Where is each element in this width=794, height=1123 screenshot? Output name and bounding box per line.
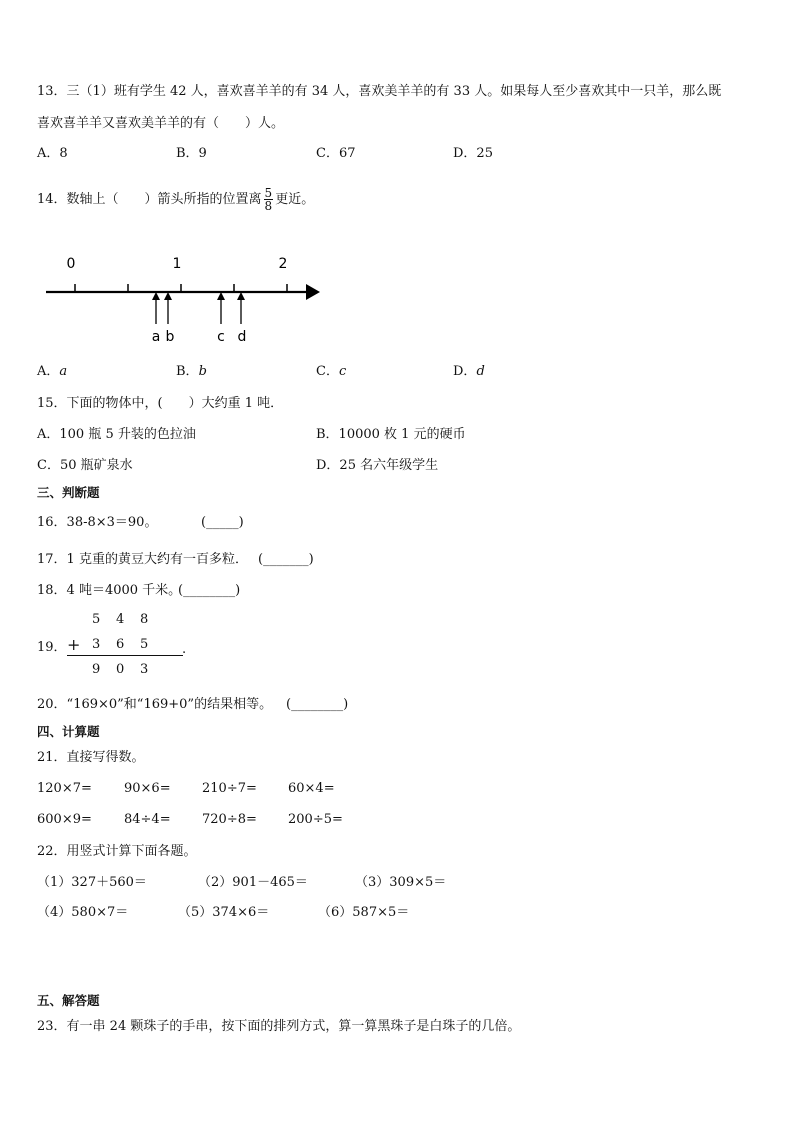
- q21-item-8: 200÷5=: [288, 812, 343, 827]
- q14-text-before: 14．数轴上（ ）箭头所指的位置离: [37, 192, 262, 207]
- mid-digit-ones: 5: [140, 637, 149, 652]
- q13-line1: 13．三（1）班有学生 42 人，喜欢喜羊羊的有 34 人，喜欢美羊羊的有 33 人。如果每人至少喜欢其中一只羊，那么既: [37, 84, 722, 99]
- q15-option-d: D．25 名六年级学生: [316, 458, 439, 473]
- result-digit-tens: 0: [116, 662, 125, 677]
- fraction-five-eighths: [264, 187, 274, 212]
- q18-text: 18．4 吨＝4000 千米。: [37, 583, 182, 598]
- mid-digit-hundreds: 3: [92, 637, 101, 652]
- q13-option-a: A．8: [37, 146, 68, 161]
- q22-item-5: （5）374×6＝: [178, 905, 270, 920]
- q19-number: 19．: [37, 640, 67, 655]
- q22-item-4: （4）580×7＝: [37, 905, 129, 920]
- q21-item-7: 720÷8=: [202, 812, 257, 827]
- q13-line2: 喜欢喜羊羊又喜欢美羊羊的有（ ）人。: [37, 116, 285, 131]
- axis-label-0: 0: [66, 256, 76, 272]
- q15-option-c: C．50 瓶矿泉水: [37, 458, 133, 473]
- fraction-denominator: 8: [264, 199, 273, 213]
- top-digit-ones: 8: [140, 612, 149, 627]
- q18-blank: (________): [178, 583, 241, 598]
- q22-text: 22．用竖式计算下面各题。: [37, 844, 197, 859]
- q23-text: 23．有一串 24 颗珠子的手串，按下面的排列方式，算一算黑珠子是白珠子的几倍。: [37, 1019, 521, 1034]
- q14-option-d: D．d: [453, 364, 485, 379]
- q21-item-4: 60×4=: [288, 781, 335, 796]
- q16-text: 16．38-8×3＝90。: [37, 515, 158, 530]
- result-digit-hundreds: 9: [92, 662, 101, 677]
- q15-option-a: A．100 瓶 5 升装的色拉油: [37, 427, 196, 442]
- q22-item-3: （3）309×5＝: [355, 875, 447, 890]
- section-title-problems: 五、解答题: [37, 993, 100, 1008]
- section-title-judgement: 三、判断题: [37, 485, 100, 500]
- q14-stem: [37, 184, 314, 216]
- q21-item-1: 120×7=: [37, 781, 92, 796]
- sum-line: [67, 655, 183, 656]
- top-digit-hundreds: 5: [92, 612, 101, 627]
- fraction-numerator: 5: [264, 186, 273, 200]
- plus-sign: +: [67, 635, 81, 654]
- q21-text: 21．直接写得数。: [37, 750, 145, 765]
- q17-blank: (_______): [258, 552, 314, 567]
- q13-option-b: B．9: [176, 146, 207, 161]
- q22-item-2: （2）901－465＝: [198, 875, 308, 890]
- q21-item-2: 90×6=: [124, 781, 171, 796]
- q14-option-b: B．b: [176, 364, 207, 379]
- q22-item-6: （6）587×5＝: [318, 905, 410, 920]
- q20-blank: (________): [286, 697, 349, 712]
- arrow-label-a: a: [151, 329, 161, 345]
- arrow-label-d: d: [237, 329, 247, 345]
- q13-option-c: C．67: [316, 146, 356, 161]
- q19-tail: .: [182, 642, 187, 657]
- arrow-label-b: b: [165, 329, 175, 345]
- q21-item-3: 210÷7=: [202, 781, 257, 796]
- q21-item-6: 84÷4=: [124, 812, 171, 827]
- top-digit-tens: 4: [116, 612, 125, 627]
- q15-stem: 15．下面的物体中，( ）大约重 1 吨．: [37, 396, 284, 411]
- q17-text: 17．1 克重的黄豆大约有一百多粒．: [37, 552, 248, 567]
- vertical-addition: [64, 612, 194, 682]
- q14-text-after: 更近。: [275, 192, 315, 207]
- arrow-label-c: c: [217, 329, 225, 345]
- axis-label-1: 1: [172, 256, 182, 272]
- q15-option-b: B．10000 枚 1 元的硬币: [316, 427, 466, 442]
- mid-digit-tens: 6: [116, 637, 125, 652]
- axis-arrowhead: [306, 284, 320, 300]
- q21-item-5: 600×9=: [37, 812, 92, 827]
- q14-option-c: C．c: [316, 364, 347, 379]
- q13-option-d: D．25: [453, 146, 493, 161]
- number-line-figure: [40, 252, 330, 352]
- q20-text: 20．“169×0”和“169+0”的结果相等。: [37, 697, 273, 712]
- q16-blank: (_____): [201, 515, 244, 530]
- q22-item-1: （1）327＋560＝: [37, 875, 147, 890]
- section-title-calculation: 四、计算题: [37, 724, 100, 739]
- q14-option-a: A．a: [37, 364, 68, 379]
- result-digit-ones: 3: [140, 662, 149, 677]
- axis-label-2: 2: [278, 256, 288, 272]
